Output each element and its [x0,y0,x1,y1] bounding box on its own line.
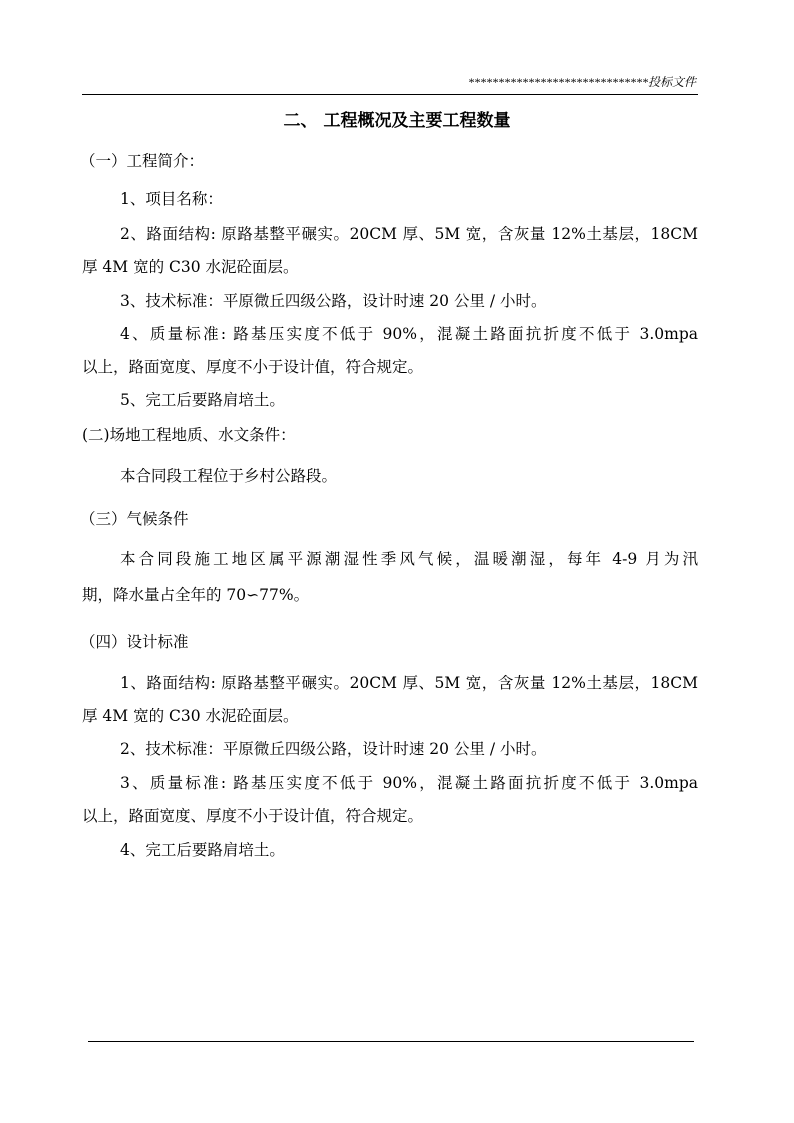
section-2-body: 本合同段工程位于乡村公路段。 [120,467,338,485]
section-4-heading: （四）设计标准 [80,633,189,651]
footer-divider [88,1041,694,1042]
header-text: ******************************投标文件 [467,75,696,89]
section-4-item-3: 3、质量标准: 路基压实度不低于 90%，混凝土路面抗折度不低于 3.0mpa 以上，路面宽度、厚度不小于设计值，符合规定。 [82,774,698,825]
page-title: 二、 工程概况及主要工程数量 [283,111,511,131]
section-1-item-5: 5、完工后要路肩培土。 [120,391,285,409]
section-4-item-2: 2、技术标准：平原微丘四级公路，设计时速 20 公里 / 小时。 [120,740,547,758]
header-divider [82,94,698,95]
section-4-item-1: 1、路面结构: 原路基整平碾实。20CM 厚、5M 宽，含灰量 12%土基层，18CM 厚 4M 宽的 C30 水泥砼面层。 [82,674,698,725]
section-1-item-3: 3、技术标准：平原微丘四级公路，设计时速 20 公里 / 小时。 [120,292,547,310]
section-1-item-4: 4、质量标准: 路基压实度不低于 90%，混凝土路面抗折度不低于 3.0mpa 以上，路面宽度、厚度不小于设计值，符合规定。 [82,325,698,376]
section-4-item-4: 4、完工后要路肩培土。 [120,841,285,859]
section-3-body: 本合同段施工地区属平源潮湿性季风气候，温暖潮湿，每年 4-9 月为汛 期，降水量占全年的 70∽77%。 [82,550,698,604]
section-1-heading: （一）工程简介： [80,152,205,170]
section-1-item-1: 1、项目名称： [120,190,223,208]
section-1-item-2: 2、路面结构: 原路基整平碾实。20CM 厚、5M 宽，含灰量 12%土基层，18CM 厚 4M 宽的 C30 水泥砼面层。 [82,225,698,276]
section-2-heading: (二)场地工程地质、水文条件： [82,426,296,444]
section-3-heading: （三）气候条件 [80,510,189,528]
